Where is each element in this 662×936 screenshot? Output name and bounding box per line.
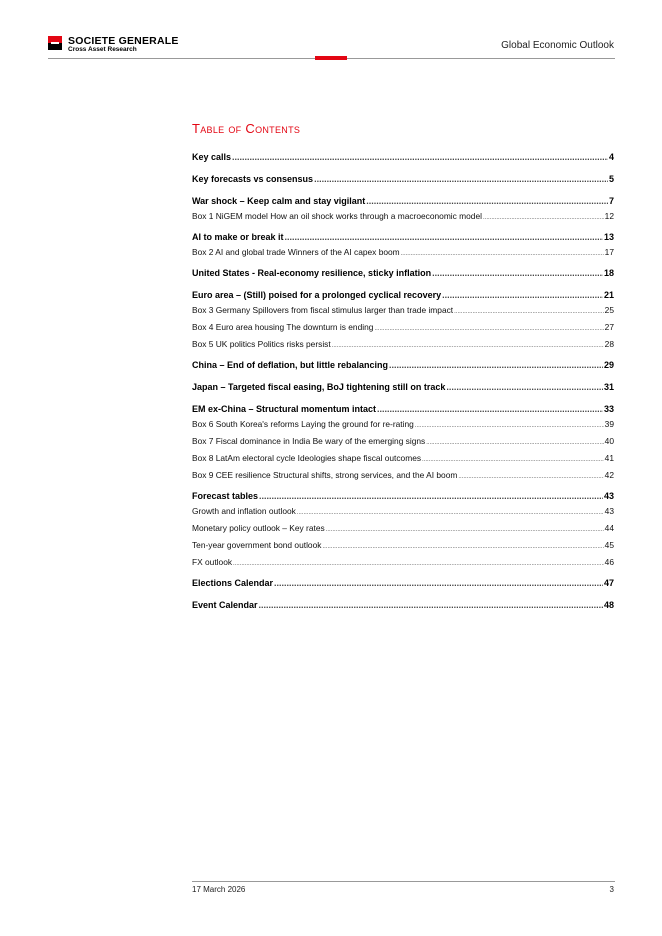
toc-entry-page: 43 xyxy=(603,491,614,501)
toc-entry-title: Box 7 Fiscal dominance in India Be wary of the emerging signs xyxy=(192,436,426,446)
toc-leader-dots xyxy=(233,558,604,571)
toc-entry-page: 25 xyxy=(604,305,614,315)
toc-entry-title: War shock – Keep calm and stay vigilant xyxy=(192,196,366,206)
toc-leader-dots xyxy=(389,358,603,372)
toc-entry-page: 40 xyxy=(604,436,614,446)
toc-entry-title: Key forecasts vs consensus xyxy=(192,174,314,184)
toc-entry-title: Monetary policy outlook – Key rates xyxy=(192,523,325,533)
toc-entry-title: Box 9 CEE resilience Structural shifts, strong services, and the AI boom xyxy=(192,470,458,480)
toc-entry-title: Box 4 Euro area housing The downturn is ending xyxy=(192,322,374,332)
toc-leader-dots xyxy=(442,288,603,302)
toc-leader-dots xyxy=(285,230,603,244)
toc-entry-page: 4 xyxy=(608,152,614,162)
toc-entry-title: Box 3 Germany Spillovers from fiscal stimulus larger than trade impact xyxy=(192,305,454,315)
toc-entry-page: 27 xyxy=(604,322,614,332)
toc-leader-dots xyxy=(322,541,603,554)
toc-entry-page: 28 xyxy=(604,339,614,349)
toc-entry-page: 45 xyxy=(604,540,614,550)
toc-leader-dots xyxy=(483,212,604,225)
toc-section-entry[interactable] xyxy=(192,150,614,164)
toc-section-entry[interactable] xyxy=(192,230,614,244)
toc-entry-page: 17 xyxy=(604,247,614,257)
brand-name: SOCIETE GENERALE xyxy=(68,35,179,47)
toc-entry-title: Box 6 South Korea's reforms Laying the ground for re-rating xyxy=(192,419,414,429)
toc-section-entry[interactable] xyxy=(192,358,614,372)
document-title: Global Economic Outlook xyxy=(501,40,614,51)
toc-entry-title: Event Calendar xyxy=(192,600,258,610)
toc-entry-page: 41 xyxy=(604,453,614,463)
toc-entry-page: 33 xyxy=(603,404,614,414)
toc-leader-dots xyxy=(232,150,608,164)
toc-entry-title: United States - Real-economy resilience, sticky inflation xyxy=(192,268,432,278)
toc-leader-dots xyxy=(326,524,604,537)
toc-leader-dots xyxy=(458,471,603,484)
toc-section-entry[interactable] xyxy=(192,288,614,302)
toc-leader-dots xyxy=(454,306,604,319)
toc-leader-dots xyxy=(259,598,603,612)
toc-subsection-entry[interactable] xyxy=(192,435,614,448)
toc-subsection-entry[interactable] xyxy=(192,338,614,351)
toc-entry-page: 13 xyxy=(603,232,614,242)
toc-leader-dots xyxy=(446,380,603,394)
toc-entry-page: 44 xyxy=(604,523,614,533)
toc-entry-page: 39 xyxy=(604,419,614,429)
brand-subtitle: Cross Asset Research xyxy=(68,46,137,53)
toc-entry-page: 7 xyxy=(608,196,614,206)
toc-entry-title: Euro area – (Still) poised for a prolonged cyclical recovery xyxy=(192,290,442,300)
toc-entry-page: 48 xyxy=(603,600,614,610)
toc-leader-dots xyxy=(377,402,603,416)
toc-entry-title: Box 5 UK politics Politics risks persist xyxy=(192,339,331,349)
toc-subsection-entry[interactable] xyxy=(192,452,614,465)
toc-leader-dots xyxy=(259,489,603,503)
toc-entry-title: AI to make or break it xyxy=(192,232,284,242)
toc-entry-page: 29 xyxy=(603,360,614,370)
toc-subsection-entry[interactable] xyxy=(192,321,614,334)
toc-entry-page: 46 xyxy=(604,557,614,567)
footer-divider xyxy=(192,881,615,882)
header-accent-bar xyxy=(315,56,347,60)
toc-entry-title: Japan – Targeted fiscal easing, BoJ tightening still on track xyxy=(192,382,446,392)
toc-section-entry[interactable] xyxy=(192,380,614,394)
toc-entry-page: 18 xyxy=(603,268,614,278)
toc-subsection-entry[interactable] xyxy=(192,418,614,431)
page-number: 3 xyxy=(609,885,614,894)
toc-entry-page: 31 xyxy=(603,382,614,392)
toc-section-entry[interactable] xyxy=(192,266,614,280)
toc-leader-dots xyxy=(366,194,608,208)
toc-subsection-entry[interactable] xyxy=(192,522,614,535)
toc-entry-title: China – End of deflation, but little rebalancing xyxy=(192,360,389,370)
toc-entry-title: Box 1 NiGEM model How an oil shock works through a macroeconomic model xyxy=(192,211,482,221)
toc-leader-dots xyxy=(422,454,604,467)
toc-leader-dots xyxy=(401,248,604,261)
toc-entry-page: 12 xyxy=(604,211,614,221)
toc-entry-title: Elections Calendar xyxy=(192,578,274,588)
toc-entry-title: Forecast tables xyxy=(192,491,259,501)
toc-entry-title: Key calls xyxy=(192,152,232,162)
toc-entry-page: 43 xyxy=(604,506,614,516)
toc-subsection-entry[interactable] xyxy=(192,505,614,518)
toc-entry-title: FX outlook xyxy=(192,557,233,567)
toc-section-entry[interactable] xyxy=(192,402,614,416)
toc-leader-dots xyxy=(426,437,603,450)
toc-entry-page: 47 xyxy=(603,578,614,588)
toc-leader-dots xyxy=(314,172,608,186)
toc-entry-title: Ten-year government bond outlook xyxy=(192,540,322,550)
toc-section-entry[interactable] xyxy=(192,489,614,503)
toc-entry-page: 5 xyxy=(608,174,614,184)
toc-leader-dots xyxy=(432,266,603,280)
toc-subsection-entry[interactable] xyxy=(192,246,614,259)
toc-section-entry[interactable] xyxy=(192,172,614,186)
toc-subsection-entry[interactable] xyxy=(192,469,614,482)
toc-entry-page: 42 xyxy=(604,470,614,480)
toc-section-entry[interactable] xyxy=(192,194,614,208)
footer-date: 17 March 2026 xyxy=(192,885,246,894)
toc-entry-title: Box 2 AI and global trade Winners of the AI capex boom xyxy=(192,247,400,257)
toc-subsection-entry[interactable] xyxy=(192,304,614,317)
toc-leader-dots xyxy=(415,420,604,433)
societe-generale-logo-icon xyxy=(48,36,62,50)
toc-leader-dots xyxy=(332,340,604,353)
toc-subsection-entry[interactable] xyxy=(192,210,614,223)
toc-section-entry[interactable] xyxy=(192,576,614,590)
toc-leader-dots xyxy=(274,576,603,590)
toc-section-entry[interactable] xyxy=(192,598,614,612)
toc-leader-dots xyxy=(297,507,604,520)
toc-heading: Table of Contents xyxy=(192,121,301,136)
toc-leader-dots xyxy=(374,323,603,336)
toc-entry-title: EM ex-China – Structural momentum intact xyxy=(192,404,377,414)
toc-entry-page: 21 xyxy=(603,290,614,300)
toc-entry-title: Box 8 LatAm electoral cycle Ideologies shape fiscal outcomes xyxy=(192,453,422,463)
toc-subsection-entry[interactable] xyxy=(192,556,614,569)
toc-entry-title: Growth and inflation outlook xyxy=(192,506,296,516)
toc-subsection-entry[interactable] xyxy=(192,539,614,552)
